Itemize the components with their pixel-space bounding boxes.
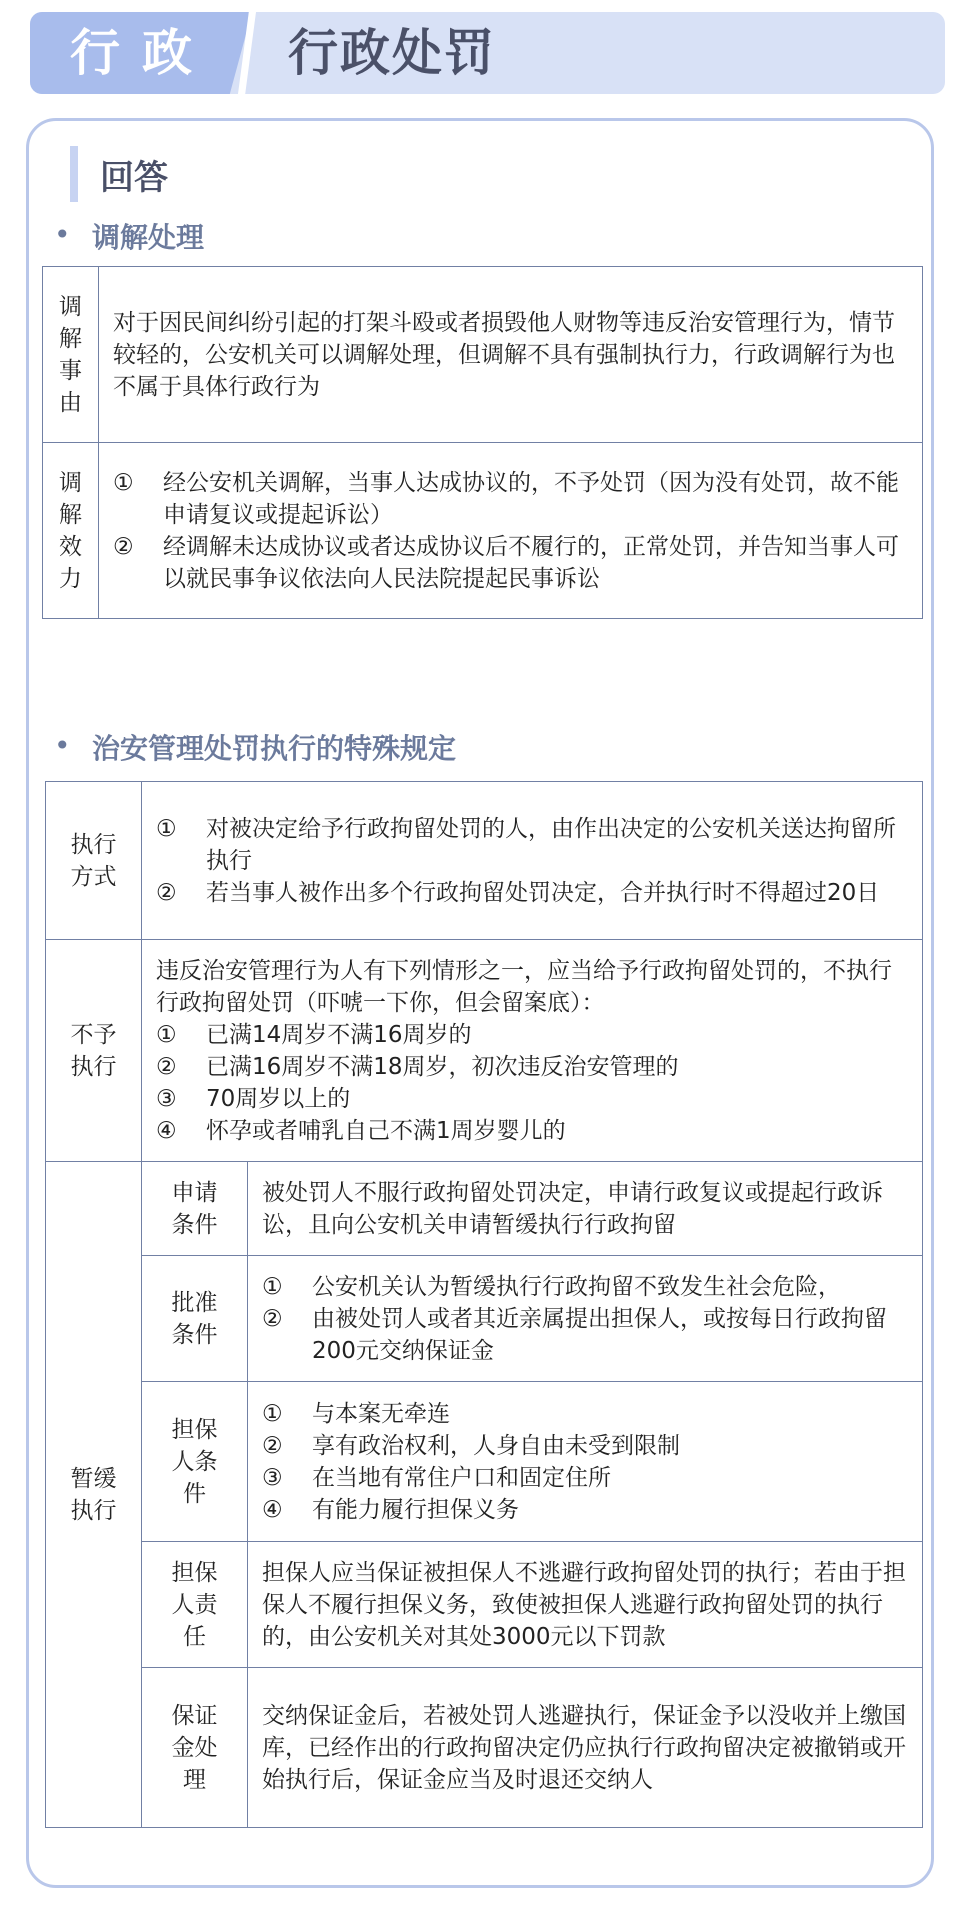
table-row — [46, 1256, 923, 1382]
row-text: 对于因民间纠纷引起的打架斗殴或者损毁他人财物等违反治安管理行为，情节较轻的，公安机关可以调解处理，但调解不具有强制执行力，行政调解行为也不属于具体行政行为 — [99, 267, 923, 443]
sub-label: 批准条件 — [142, 1256, 248, 1382]
list-item: ④ 怀孕或者哺乳自己不满1周岁婴儿的 — [156, 1117, 566, 1144]
special-rules-table — [45, 781, 923, 1828]
row-label: 不予执行 — [46, 940, 142, 1162]
answer-accent-bar — [70, 146, 78, 202]
row-text: 被处罚人不服行政拘留处罚决定，申请行政复议或提起行政诉讼，且向公安机关申请暂缓执行行政拘留 — [248, 1162, 923, 1256]
list-item: ③ 在当地有常住户口和固定住所 — [262, 1464, 611, 1491]
section-title-special-rules: 治安管理处罚执行的特殊规定 — [92, 732, 457, 765]
mediation-table — [42, 266, 923, 619]
row-intro: 违反治安管理行为人有下列情形之一，应当给予行政拘留处罚的，不执行行政拘留处罚（吓唬一下你，但会留案底）： — [156, 957, 892, 1016]
table-row — [43, 443, 923, 619]
row-label: 暂缓执行 — [46, 1162, 142, 1828]
list-item: ① 与本案无牵连 — [262, 1400, 450, 1427]
bullet-icon: • — [54, 729, 71, 762]
table-row — [46, 1382, 923, 1542]
page-title: 行政处罚 — [288, 24, 496, 82]
sub-label: 申请条件 — [142, 1162, 248, 1256]
row-text — [248, 1382, 923, 1542]
list-item: ② 享有政治权利，人身自由未受到限制 — [262, 1432, 680, 1459]
list-item: ② 若当事人被作出多个行政拘留处罚决定，合并执行时不得超过20日 — [156, 879, 880, 906]
row-text — [99, 443, 923, 619]
row-text — [142, 940, 923, 1162]
list-item: ② 由被处罚人或者其近亲属提出担保人，或按每日行政拘留200元交纳保证金 — [262, 1305, 887, 1364]
list-item: ② 经调解未达成协议或者达成协议后不履行的，正常处罚，并告知当事人可以就民事争议依法向人民法院提起民事诉讼 — [113, 533, 899, 592]
row-label: 调解效力 — [43, 443, 99, 619]
list-item: ① 公安机关认为暂缓执行行政拘留不致发生社会危险， — [262, 1273, 841, 1300]
section-title-mediation: 调解处理 — [92, 221, 205, 254]
header-banner — [30, 12, 945, 94]
table-row — [46, 940, 923, 1162]
table-row — [46, 1668, 923, 1828]
row-text — [248, 1256, 923, 1382]
list-item: ② 已满16周岁不满18周岁，初次违反治安管理的 — [156, 1053, 679, 1080]
row-text: 担保人应当保证被担保人不逃避行政拘留处罚的执行；若由于担保人不履行担保义务，致使被担保人逃避行政拘留处罚的执行的，由公安机关对其处3000元以下罚款 — [248, 1542, 923, 1668]
row-label: 执行方式 — [46, 782, 142, 940]
sub-label: 保证金处理 — [142, 1668, 248, 1828]
list-item: ① 经公安机关调解，当事人达成协议的，不予处罚（因为没有处罚，故不能申请复议或提起诉讼） — [113, 469, 899, 528]
table-row — [46, 782, 923, 940]
table-row — [43, 267, 923, 443]
sub-label: 担保人责任 — [142, 1542, 248, 1668]
list-item: ④ 有能力履行担保义务 — [262, 1496, 519, 1523]
sub-label: 担保人条件 — [142, 1382, 248, 1542]
list-item: ① 对被决定给予行政拘留处罚的人，由作出决定的公安机关送达拘留所执行 — [156, 815, 896, 874]
row-text: 交纳保证金后，若被处罚人逃避执行，保证金予以没收并上缴国库，已经作出的行政拘留决定仍应执行行政拘留决定被撤销或开始执行后，保证金应当及时退还交纳人 — [248, 1668, 923, 1828]
table-row — [46, 1542, 923, 1668]
category-label: 行政 — [70, 24, 214, 82]
list-item: ③ 70周岁以上的 — [156, 1085, 351, 1112]
row-text — [142, 782, 923, 940]
bullet-icon: • — [54, 218, 71, 251]
table-row — [46, 1162, 923, 1256]
answer-heading: 回答 — [100, 158, 168, 198]
list-item: ① 已满14周岁不满16周岁的 — [156, 1021, 472, 1048]
row-label: 调解事由 — [43, 267, 99, 443]
